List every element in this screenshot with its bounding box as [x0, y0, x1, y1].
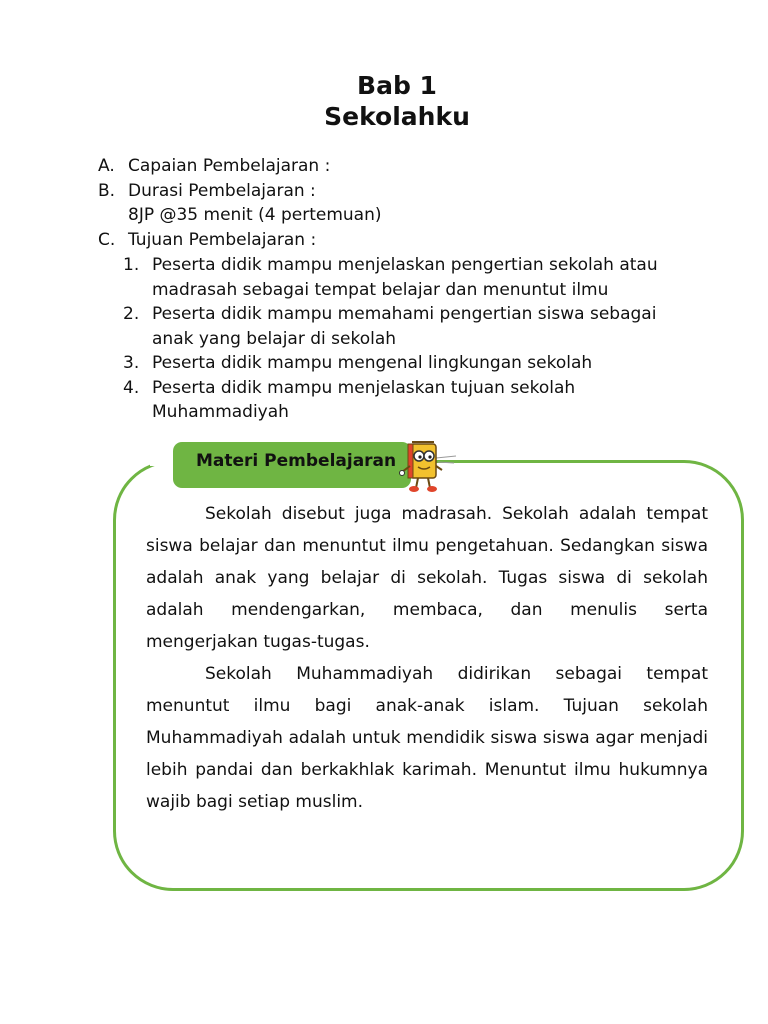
objective-text: Peserta didik mampu mengenal lingkungan sekolah [152, 353, 593, 373]
chapter-title: Sekolahku [324, 102, 470, 131]
objective-text-cont: anak yang belajar di sekolah [152, 329, 397, 349]
objective-number: 4. [123, 378, 140, 398]
objective-text: Peserta didik mampu menjelaskan tujuan sekolah [152, 378, 576, 398]
section-c-label: Tujuan Pembelajaran : [128, 230, 317, 250]
section-b-marker: B. [98, 181, 116, 201]
section-b-detail: 8JP @35 menit (4 pertemuan) [128, 205, 382, 225]
chapter-number: Bab 1 [357, 71, 437, 100]
objective-text-cont: madrasah sebagai tempat belajar dan menuntut ilmu [152, 280, 609, 300]
materi-paragraph [146, 498, 708, 658]
section-a-label: Capaian Pembelajaran : [128, 156, 331, 176]
materi-paragraph-text: Sekolah disebut juga madrasah. Sekolah adalah tempat siswa belajar dan menuntut ilmu pengetahuan. Sedangkan siswa adalah anak yang belajar di sekolah. Tugas siswa di sekolah adalah mendengarkan, membaca, dan menulis serta mengerjakan tugas-tugas. [146, 504, 708, 652]
materi-heading: Materi Pembelajaran [196, 451, 397, 471]
objective-number: 2. [123, 304, 140, 324]
objective-number: 1. [123, 255, 140, 275]
objective-text: Peserta didik mampu memahami pengertian siswa sebagai [152, 304, 657, 324]
objective-text-cont: Muhammadiyah [152, 402, 289, 422]
book-character-icon [398, 436, 458, 494]
section-c-marker: C. [98, 230, 116, 250]
materi-paragraph [146, 658, 708, 818]
objective-text: Peserta didik mampu menjelaskan pengertian sekolah atau [152, 255, 658, 275]
objective-number: 3. [123, 353, 140, 373]
materi-paragraph-text: Sekolah Muhammadiyah didirikan sebagai tempat menuntut ilmu bagi anak-anak islam. Tujuan sekolah Muhammadiyah adalah untuk mendidik siswa siswa agar menjadi lebih pandai dan berkakhlak karimah. Menuntut ilmu hukumnya wajib bagi setiap muslim. [146, 664, 708, 812]
section-a-marker: A. [98, 156, 115, 176]
section-b-label: Durasi Pembelajaran : [128, 181, 316, 201]
